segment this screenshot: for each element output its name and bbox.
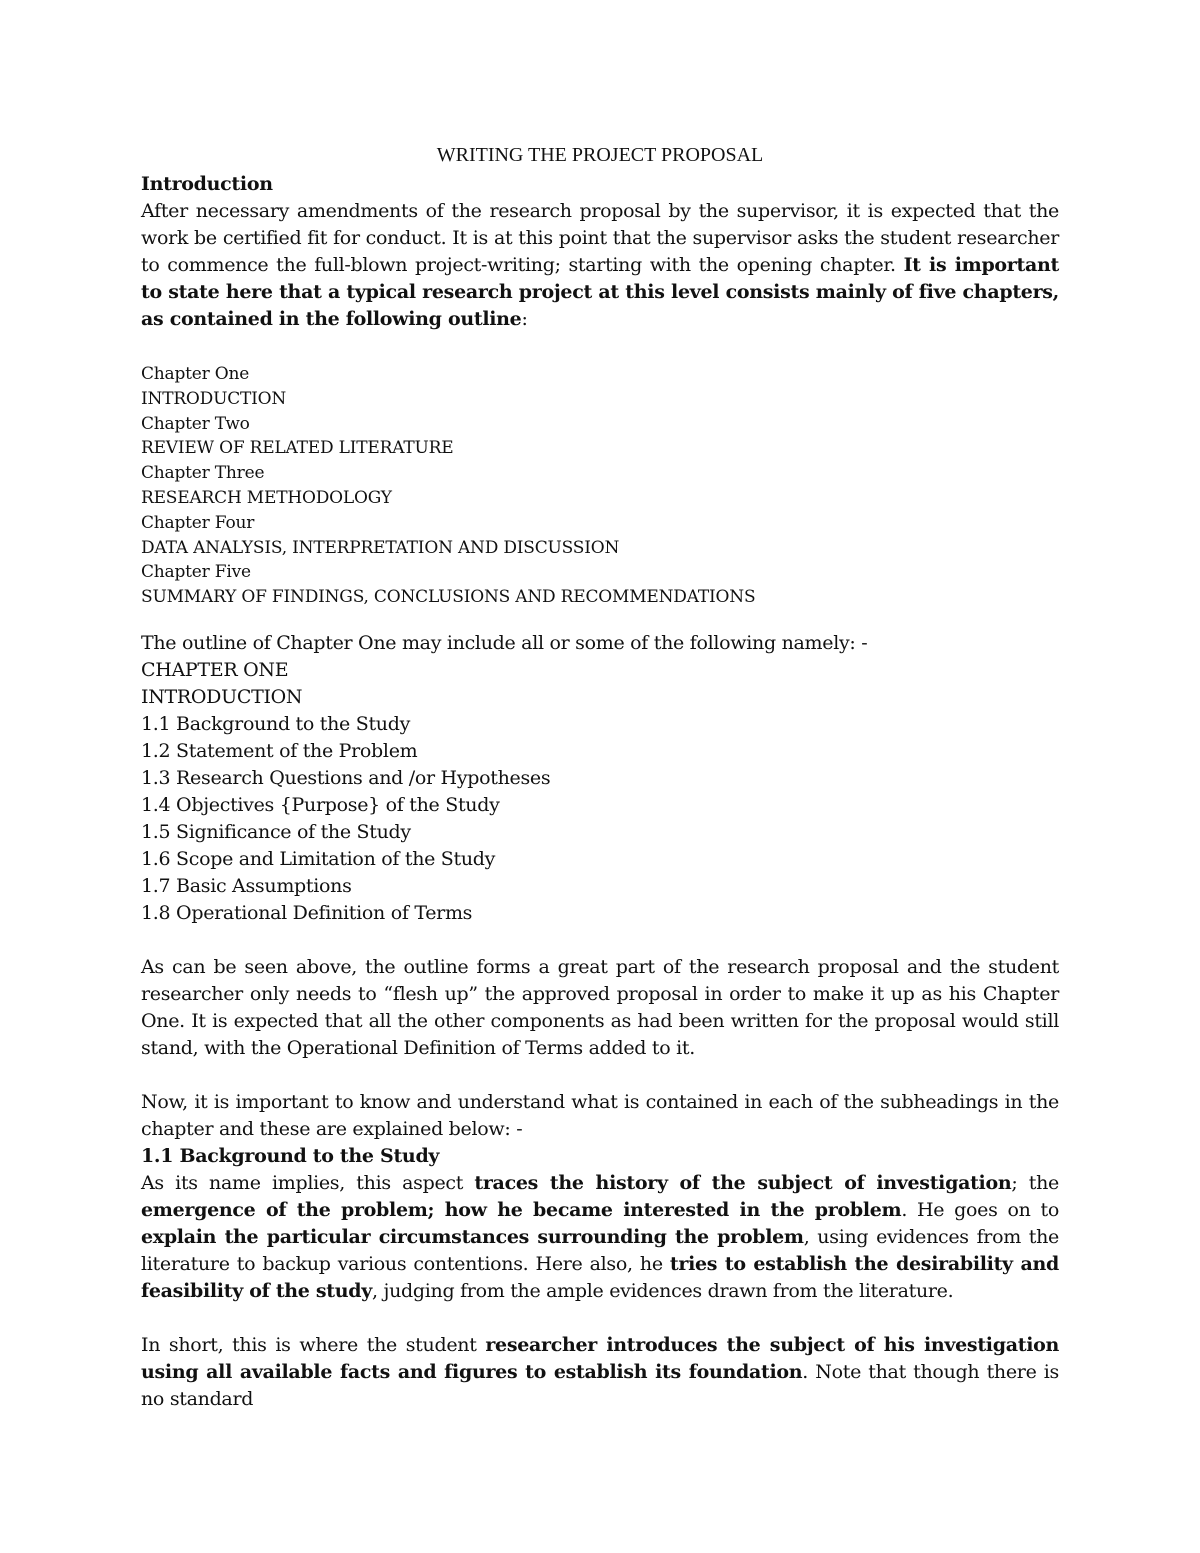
subheadings-intro-paragraph: Now, it is important to know and understand what is contained in each of the subheadings in the chapter and these are explained below: - xyxy=(141,1090,1059,1140)
outline-chapter-title: INTRODUCTION xyxy=(141,685,303,708)
list-item: 1.7 Basic Assumptions xyxy=(141,874,352,897)
text-run: , using evidences from the literature to backup various contentions. Here also, he xyxy=(141,1225,1059,1275)
chapter-title: SUMMARY OF FINDINGS, CONCLUSIONS AND RECOMMENDATIONS xyxy=(141,587,756,608)
chapter-title: REVIEW OF RELATED LITERATURE xyxy=(141,438,454,459)
list-item: 1.6 Scope and Limitation of the Study xyxy=(141,847,496,870)
list-item: 1.4 Objectives {Purpose} of the Study xyxy=(141,793,500,816)
bold-run: emergence of the problem; how he became interested in the problem xyxy=(141,1198,902,1221)
background-paragraph xyxy=(141,1170,1059,1305)
list-item: 1.3 Research Questions and /or Hypotheses xyxy=(141,766,551,789)
intro-text: After necessary amendments of the research proposal by the supervisor, it is expected that the work be certified fit for conduct. It is at this point that the supervisor asks the student researcher to commence the full-blown project-writing; starting with the opening chapter. xyxy=(141,200,1059,276)
bold-run: explain the particular circumstances surrounding the problem xyxy=(141,1225,804,1248)
list-item: 1.5 Significance of the Study xyxy=(141,820,411,843)
intro-bold-text: It is important to state here that a typical research project at this level consists mainly of five chapters, as contained in the following outline xyxy=(141,254,1059,330)
chapter-title: RESEARCH METHODOLOGY xyxy=(141,487,392,508)
chapter-label: Chapter One xyxy=(141,364,250,384)
section-1-1-heading: 1.1 Background to the Study xyxy=(141,1144,440,1167)
chapter-label: Chapter Five xyxy=(141,562,251,583)
text-run: . He goes on to xyxy=(901,1198,1059,1221)
text-run: , judging from the ample evidences drawn from the literature. xyxy=(372,1279,954,1302)
introduction-heading: Introduction xyxy=(141,173,273,195)
chapter-label: Chapter Four xyxy=(141,512,255,533)
text-run: . Note that though there is no standard xyxy=(141,1360,1059,1410)
chapter-title: DATA ANALYSIS, INTERPRETATION AND DISCUSSION xyxy=(141,537,620,558)
chapter-title: INTRODUCTION xyxy=(141,388,287,409)
text-run: As its name implies, this aspect xyxy=(141,1171,475,1194)
introduction-paragraph xyxy=(141,198,1059,333)
chapter-label: Chapter Three xyxy=(141,463,265,484)
list-item: 1.2 Statement of the Problem xyxy=(141,739,418,762)
in-short-paragraph xyxy=(141,1332,1059,1413)
list-item: 1.1 Background to the Study xyxy=(141,712,411,735)
outline-intro: The outline of Chapter One may include all or some of the following namely: - xyxy=(141,631,868,654)
list-item: 1.8 Operational Definition of Terms xyxy=(141,901,473,924)
bold-run: traces the history of the subject of investigation xyxy=(474,1171,1012,1194)
bold-run: tries to establish the desirability and feasibility of the study xyxy=(141,1252,1059,1302)
text-run: ; the xyxy=(1011,1171,1059,1194)
bold-run: researcher introduces the subject of his investigation using all available facts and figures to establish its foundation xyxy=(141,1333,1059,1383)
document-body xyxy=(141,143,1059,1413)
text-run: In short, this is where the student xyxy=(141,1333,486,1356)
intro-end: : xyxy=(521,308,528,330)
chapter-outline-list xyxy=(141,362,1059,610)
chapter-one-outline xyxy=(141,657,1059,927)
outline-chapter-label: CHAPTER ONE xyxy=(141,658,289,681)
document-title: WRITING THE PROJECT PROPOSAL xyxy=(436,144,764,166)
chapter-label: Chapter Two xyxy=(141,413,250,434)
outline-explanation-paragraph: As can be seen above, the outline forms a great part of the research proposal and the student researcher only needs to “flesh up” the approved proposal in order to make it up as his Chapter One. It is expected that all the other components as had been written for the proposal would still stand, with the Operational Definition of Terms added to it. xyxy=(141,955,1059,1059)
